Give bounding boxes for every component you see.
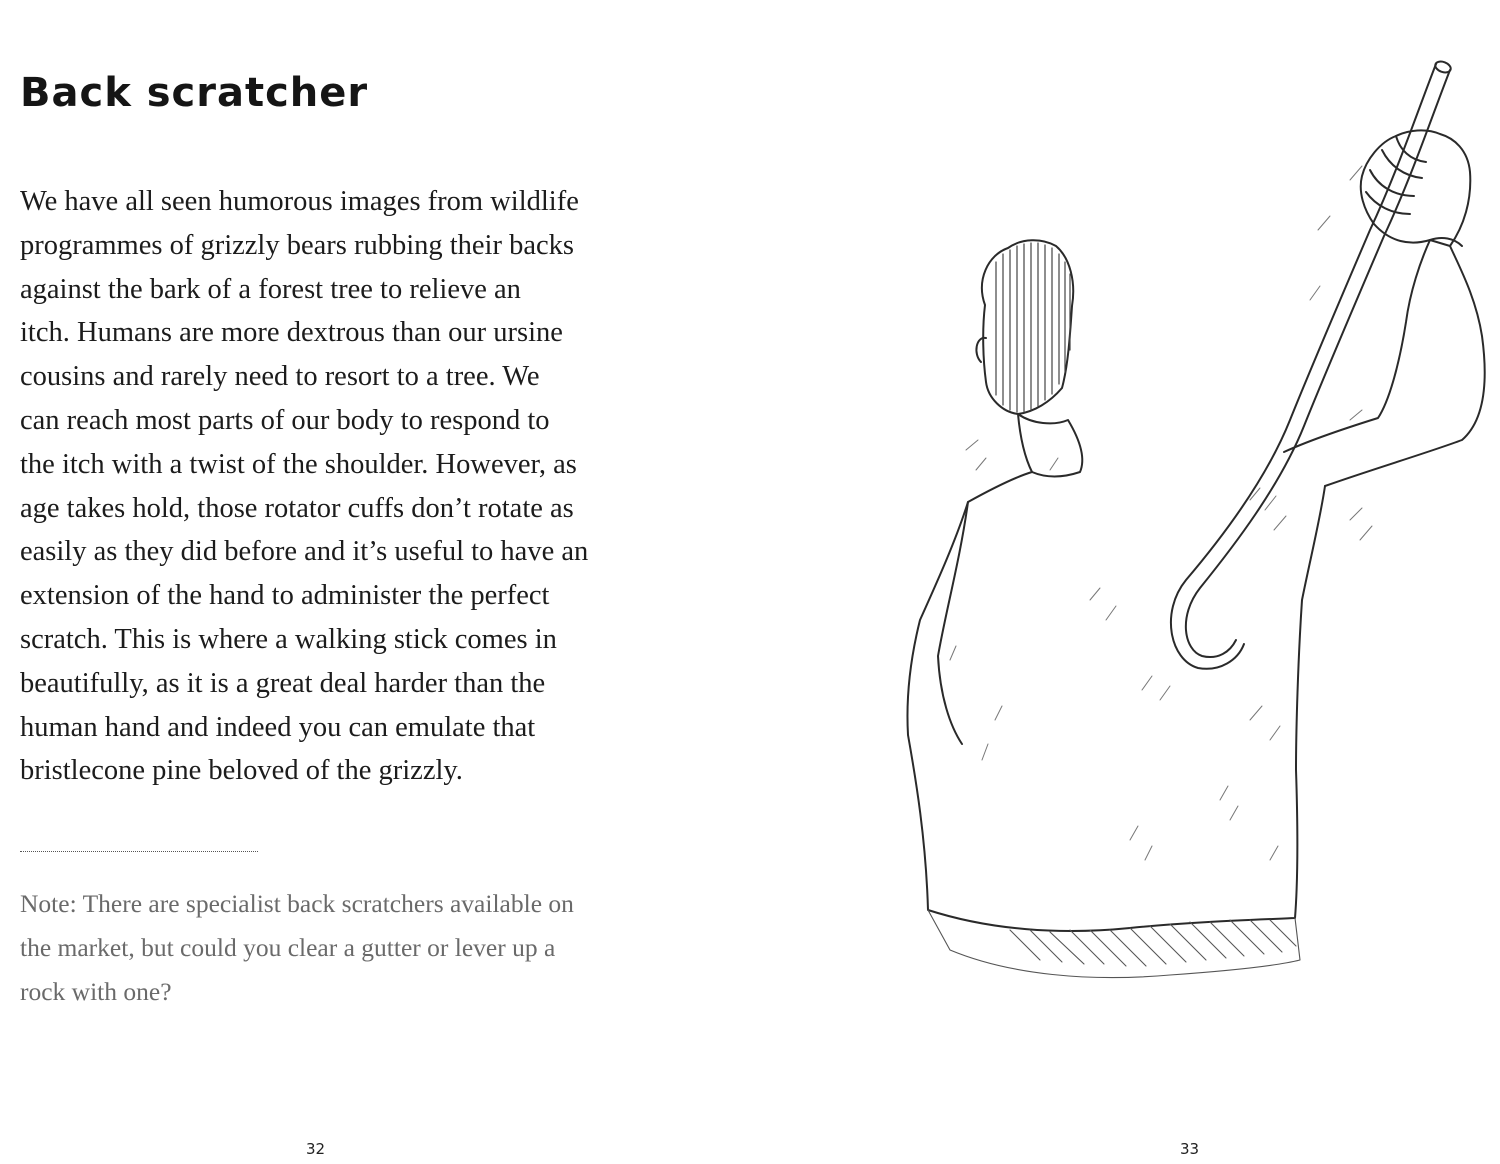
body-line: human hand and indeed you can emulate that (20, 711, 536, 743)
collar-outline (1018, 414, 1082, 477)
left-arm-outline (938, 502, 968, 744)
hair-hatching (996, 243, 1070, 412)
note-line: the market, but could you clear a gutter or lever up a (20, 933, 556, 962)
walking-stick-tip (1434, 60, 1452, 75)
note-paragraph (20, 882, 640, 1014)
body-line: against the bark of a forest tree to relieve an (20, 273, 521, 305)
page-number-right: 33 (1180, 1140, 1200, 1158)
body-line: the itch with a twist of the shoulder. However, as (20, 448, 577, 480)
body-line: extension of the hand to administer the perfect (20, 580, 550, 612)
page-title: Back scratcher (20, 70, 369, 116)
body-line: beautifully, as it is a great deal harder than the (20, 667, 546, 699)
body-line: age takes hold, those rotator cuffs don’t rotate as (20, 492, 574, 524)
body-line: can reach most parts of our body to respond to (20, 404, 550, 436)
body-paragraph (20, 180, 640, 793)
body-line: scratch. This is where a walking stick comes in (20, 623, 557, 655)
note-line: rock with one? (20, 977, 172, 1006)
man-with-walking-stick-illustration (890, 50, 1490, 1010)
body-line: bristlecone pine beloved of the grizzly. (20, 755, 463, 787)
body-line: easily as they did before and it’s useful to have an (20, 536, 589, 568)
body-line: We have all seen humorous images from wildlife (20, 186, 579, 217)
right-page (750, 0, 1500, 1164)
body-line: itch. Humans are more dextrous than our ursine (20, 317, 563, 349)
hand-outline (1361, 130, 1471, 246)
body-line: programmes of grizzly bears rubbing their backs (20, 229, 574, 261)
page-number-left: 32 (306, 1140, 326, 1158)
dotted-divider (20, 851, 258, 852)
back-shading (950, 166, 1372, 860)
torso-outline (908, 472, 1326, 931)
note-line: Note: There are specialist back scratchers available on (20, 889, 574, 918)
walking-stick-inner (1186, 70, 1450, 657)
body-line: cousins and rarely need to resort to a tree. We (20, 361, 540, 393)
